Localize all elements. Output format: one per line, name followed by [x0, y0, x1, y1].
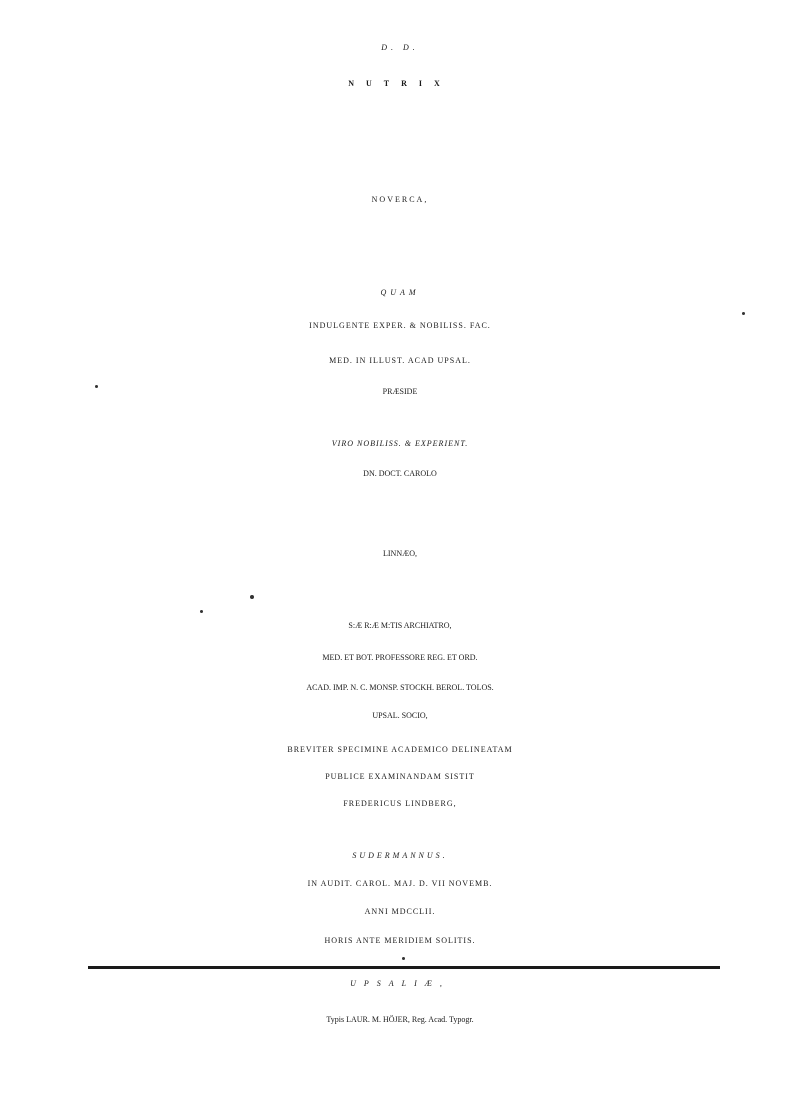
- dd-line: D. D.: [381, 43, 419, 52]
- divider-rule: [88, 966, 720, 969]
- title-noverca: NOVERCA,: [371, 195, 429, 204]
- horis-line: HORIS ANTE MERIDIEM SOLITIS.: [324, 936, 476, 945]
- socio-line: UPSAL. SOCIO,: [372, 711, 428, 720]
- title-nutrix: NUTRIX: [348, 79, 452, 88]
- publice-line: PUBLICE EXAMINANDAM SISTIT: [325, 772, 475, 781]
- imprint-printer: Typis LAUR. M. HÖJER, Reg. Acad. Typogr.: [326, 1015, 474, 1024]
- viro-line: VIRO NOBILISS. & EXPERIENT.: [331, 439, 469, 448]
- imprint-place: UPSALIÆ,: [350, 979, 450, 988]
- quam-line: QUAM: [380, 288, 420, 297]
- ink-speck: [250, 595, 254, 599]
- academies-line: ACAD. IMP. N. C. MONSP. STOCKH. BEROL. TOLOS.: [306, 683, 494, 692]
- ink-speck: [742, 312, 745, 315]
- audit-line: IN AUDIT. CAROL. MAJ. D. VII NOVEMB.: [307, 879, 493, 888]
- fredericus-lindberg-line: FREDERICUS LINDBERG,: [343, 799, 457, 808]
- sudermannus-line: SUDERMANNUS.: [352, 851, 448, 860]
- ink-speck: [95, 385, 98, 388]
- professore-line: MED. ET BOT. PROFESSORE REG. ET ORD.: [322, 653, 478, 662]
- dn-doct-carolo-line: DN. DOCT. CAROLO: [363, 469, 437, 478]
- ink-speck: [402, 957, 405, 960]
- linnaeo-line: LINNÆO,: [383, 549, 417, 558]
- med-upsal-line: MED. IN ILLUST. ACAD UPSAL.: [329, 356, 471, 365]
- anni-line: ANNI MDCCLII.: [364, 907, 436, 916]
- ink-speck: [200, 610, 203, 613]
- praeside-line: PRÆSIDE: [382, 387, 418, 396]
- indulgente-line: INDULGENTE EXPER. & NOBILISS. FAC.: [309, 321, 491, 330]
- breviter-line: BREVITER SPECIMINE ACADEMICO DELINEATAM: [287, 745, 513, 754]
- archiatro-line: S:Æ R:Æ M:TIS ARCHIATRO,: [348, 621, 452, 630]
